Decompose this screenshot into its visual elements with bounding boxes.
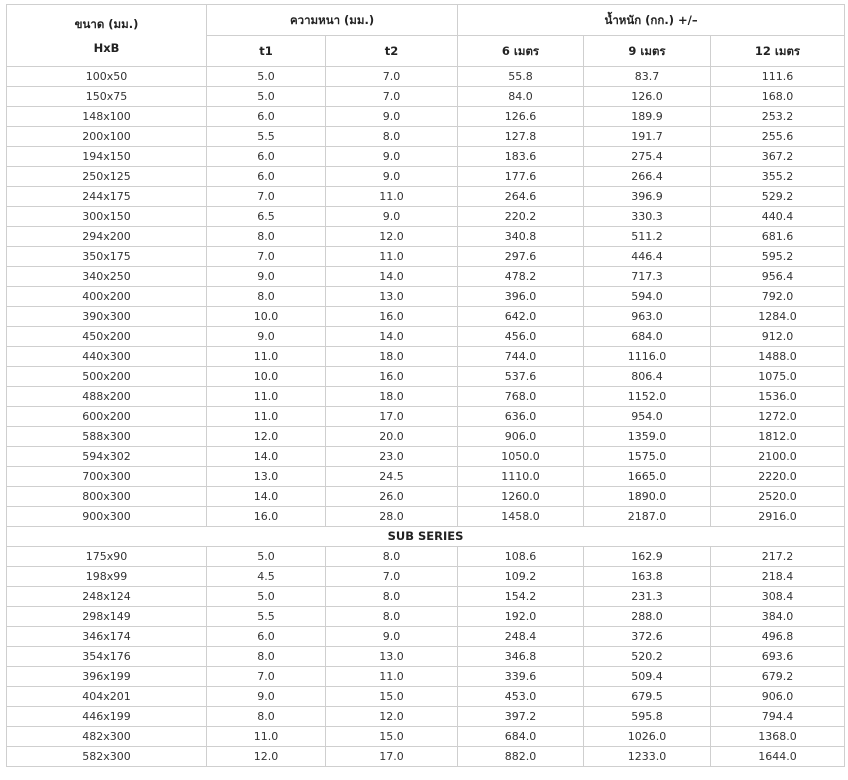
t2-cell: 9.0 bbox=[326, 147, 458, 167]
table-row bbox=[7, 187, 845, 207]
t2-cell: 8.0 bbox=[326, 547, 458, 567]
weight-12m-cell: 253.2 bbox=[711, 107, 845, 127]
weight-9m-cell: 511.2 bbox=[584, 227, 711, 247]
sub-series-divider bbox=[7, 527, 845, 547]
table-row bbox=[7, 747, 845, 767]
table-row bbox=[7, 167, 845, 187]
weight-9m-cell: 594.0 bbox=[584, 287, 711, 307]
weight-9m-cell: 1575.0 bbox=[584, 447, 711, 467]
size-cell: 100x50 bbox=[7, 67, 207, 87]
weight-9m-cell: 396.9 bbox=[584, 187, 711, 207]
t2-cell: 13.0 bbox=[326, 287, 458, 307]
t1-cell: 5.0 bbox=[207, 87, 326, 107]
weight-6m-cell: 456.0 bbox=[458, 327, 584, 347]
t2-cell: 7.0 bbox=[326, 87, 458, 107]
weight-9m-cell: 684.0 bbox=[584, 327, 711, 347]
weight-12m-cell: 367.2 bbox=[711, 147, 845, 167]
weight-12m-cell: 2220.0 bbox=[711, 467, 845, 487]
weight-6m-cell: 882.0 bbox=[458, 747, 584, 767]
table-row bbox=[7, 647, 845, 667]
weight-9m-cell: 191.7 bbox=[584, 127, 711, 147]
size-cell: 390x300 bbox=[7, 307, 207, 327]
weight-12m-cell: 956.4 bbox=[711, 267, 845, 287]
t1-cell: 7.0 bbox=[207, 247, 326, 267]
t1-cell: 6.0 bbox=[207, 627, 326, 647]
weight-12m-cell: 794.4 bbox=[711, 707, 845, 727]
t2-cell: 11.0 bbox=[326, 247, 458, 267]
weight-9m-cell: 717.3 bbox=[584, 267, 711, 287]
size-cell: 404x201 bbox=[7, 687, 207, 707]
thickness-header: ความหนา (มม.) bbox=[207, 5, 458, 36]
size-cell: 446x199 bbox=[7, 707, 207, 727]
weight-12m-cell: 1536.0 bbox=[711, 387, 845, 407]
table-row bbox=[7, 147, 845, 167]
weight-6m-cell: 684.0 bbox=[458, 727, 584, 747]
table-row bbox=[7, 547, 845, 567]
steel-spec-table bbox=[6, 4, 845, 767]
size-cell: 350x175 bbox=[7, 247, 207, 267]
weight-12m-cell: 679.2 bbox=[711, 667, 845, 687]
size-cell: 248x124 bbox=[7, 587, 207, 607]
t1-cell: 16.0 bbox=[207, 507, 326, 527]
t2-cell: 9.0 bbox=[326, 627, 458, 647]
t2-cell: 17.0 bbox=[326, 747, 458, 767]
table-row bbox=[7, 307, 845, 327]
weight-6m-cell: 109.2 bbox=[458, 567, 584, 587]
table-row bbox=[7, 247, 845, 267]
table-row bbox=[7, 627, 845, 647]
t1-cell: 6.0 bbox=[207, 107, 326, 127]
weight-12m-cell: 912.0 bbox=[711, 327, 845, 347]
weight-6m-cell: 154.2 bbox=[458, 587, 584, 607]
weight-12m-cell: 308.4 bbox=[711, 587, 845, 607]
weight-6m-cell: 906.0 bbox=[458, 427, 584, 447]
table-row bbox=[7, 607, 845, 627]
weight-12m-cell: 1644.0 bbox=[711, 747, 845, 767]
sub-series-body bbox=[7, 547, 845, 767]
weight-12m-cell: 218.4 bbox=[711, 567, 845, 587]
t2-cell: 7.0 bbox=[326, 67, 458, 87]
t1-cell: 9.0 bbox=[207, 327, 326, 347]
weight-6m-cell: 340.8 bbox=[458, 227, 584, 247]
weight-6m-cell: 636.0 bbox=[458, 407, 584, 427]
weight-9m-cell: 330.3 bbox=[584, 207, 711, 227]
table-row bbox=[7, 347, 845, 367]
weight-9m-cell: 1665.0 bbox=[584, 467, 711, 487]
weight-9m-cell: 372.6 bbox=[584, 627, 711, 647]
weight-12m-cell: 1284.0 bbox=[711, 307, 845, 327]
table-row bbox=[7, 447, 845, 467]
table-row bbox=[7, 87, 845, 107]
weight-6m-cell: 248.4 bbox=[458, 627, 584, 647]
size-cell: 800x300 bbox=[7, 487, 207, 507]
sub-series-label: SUB SERIES bbox=[7, 527, 845, 547]
t1-cell: 6.0 bbox=[207, 167, 326, 187]
t1-cell: 10.0 bbox=[207, 367, 326, 387]
weight-6m-cell: 297.6 bbox=[458, 247, 584, 267]
weight-6m-cell: 396.0 bbox=[458, 287, 584, 307]
weight-12m-cell: 111.6 bbox=[711, 67, 845, 87]
t1-cell: 8.0 bbox=[207, 707, 326, 727]
weight-6m-cell: 642.0 bbox=[458, 307, 584, 327]
table-row bbox=[7, 127, 845, 147]
weight-9m-cell: 1233.0 bbox=[584, 747, 711, 767]
size-cell: 594x302 bbox=[7, 447, 207, 467]
t2-cell: 16.0 bbox=[326, 367, 458, 387]
t2-cell: 12.0 bbox=[326, 707, 458, 727]
size-cell: 588x300 bbox=[7, 427, 207, 447]
t2-cell: 12.0 bbox=[326, 227, 458, 247]
t2-cell: 14.0 bbox=[326, 327, 458, 347]
table-row bbox=[7, 207, 845, 227]
size-cell: 244x175 bbox=[7, 187, 207, 207]
weight-9m-cell: 275.4 bbox=[584, 147, 711, 167]
size-cell: 500x200 bbox=[7, 367, 207, 387]
size-cell: 150x75 bbox=[7, 87, 207, 107]
size-cell: 900x300 bbox=[7, 507, 207, 527]
weight-9m-cell: 446.4 bbox=[584, 247, 711, 267]
weight-9m-cell: 162.9 bbox=[584, 547, 711, 567]
size-cell: 298x149 bbox=[7, 607, 207, 627]
t2-cell: 14.0 bbox=[326, 267, 458, 287]
t1-cell: 14.0 bbox=[207, 447, 326, 467]
t2-cell: 8.0 bbox=[326, 607, 458, 627]
weight-12m-cell: 906.0 bbox=[711, 687, 845, 707]
table-row bbox=[7, 367, 845, 387]
t2-header: t2 bbox=[326, 36, 458, 67]
size-cell: 700x300 bbox=[7, 467, 207, 487]
weight-12m-cell: 1812.0 bbox=[711, 427, 845, 447]
t1-cell: 8.0 bbox=[207, 227, 326, 247]
size-header-line1: ขนาด (มม.) bbox=[74, 16, 139, 31]
weight-12m-cell: 693.6 bbox=[711, 647, 845, 667]
t1-header: t1 bbox=[207, 36, 326, 67]
t1-cell: 7.0 bbox=[207, 667, 326, 687]
weight-6m-cell: 108.6 bbox=[458, 547, 584, 567]
size-cell: 148x100 bbox=[7, 107, 207, 127]
weight-6m-cell: 537.6 bbox=[458, 367, 584, 387]
weight-9m-cell: 163.8 bbox=[584, 567, 711, 587]
table-row bbox=[7, 107, 845, 127]
weight-12m-cell: 496.8 bbox=[711, 627, 845, 647]
weight-9m-cell: 1890.0 bbox=[584, 487, 711, 507]
t1-cell: 10.0 bbox=[207, 307, 326, 327]
weight-6m-cell: 453.0 bbox=[458, 687, 584, 707]
weight-9m-cell: 954.0 bbox=[584, 407, 711, 427]
table-row bbox=[7, 487, 845, 507]
size-cell: 582x300 bbox=[7, 747, 207, 767]
t1-cell: 11.0 bbox=[207, 407, 326, 427]
header-row-1 bbox=[7, 5, 845, 36]
table-row bbox=[7, 687, 845, 707]
weight-6m-cell: 127.8 bbox=[458, 127, 584, 147]
weight-12m-cell: 2520.0 bbox=[711, 487, 845, 507]
size-cell: 250x125 bbox=[7, 167, 207, 187]
weight-12m-cell: 529.2 bbox=[711, 187, 845, 207]
table-row bbox=[7, 287, 845, 307]
weight-6m-cell: 1050.0 bbox=[458, 447, 584, 467]
size-cell: 482x300 bbox=[7, 727, 207, 747]
weight-6m-cell: 1260.0 bbox=[458, 487, 584, 507]
table-row bbox=[7, 407, 845, 427]
t1-cell: 11.0 bbox=[207, 727, 326, 747]
size-header-line2: HxB bbox=[93, 40, 120, 55]
t1-cell: 11.0 bbox=[207, 387, 326, 407]
weight-12m-cell: 792.0 bbox=[711, 287, 845, 307]
t1-cell: 12.0 bbox=[207, 747, 326, 767]
t1-cell: 7.0 bbox=[207, 187, 326, 207]
weight-9m-cell: 2187.0 bbox=[584, 507, 711, 527]
t1-cell: 8.0 bbox=[207, 287, 326, 307]
weight-9m-cell: 679.5 bbox=[584, 687, 711, 707]
main-series-body bbox=[7, 67, 845, 527]
weight-9m-cell: 963.0 bbox=[584, 307, 711, 327]
table-row bbox=[7, 267, 845, 287]
weight-9m-cell: 126.0 bbox=[584, 87, 711, 107]
weight-9m-cell: 1116.0 bbox=[584, 347, 711, 367]
t1-cell: 5.0 bbox=[207, 587, 326, 607]
weight-6m-cell: 397.2 bbox=[458, 707, 584, 727]
weight-9m-header: 9 เมตร bbox=[584, 36, 711, 67]
weight-6m-cell: 183.6 bbox=[458, 147, 584, 167]
size-cell: 440x300 bbox=[7, 347, 207, 367]
weight-6m-cell: 339.6 bbox=[458, 667, 584, 687]
table-row bbox=[7, 587, 845, 607]
weight-6m-cell: 84.0 bbox=[458, 87, 584, 107]
t2-cell: 9.0 bbox=[326, 107, 458, 127]
weight-12m-header: 12 เมตร bbox=[711, 36, 845, 67]
table-row bbox=[7, 667, 845, 687]
weight-9m-cell: 1359.0 bbox=[584, 427, 711, 447]
t2-cell: 8.0 bbox=[326, 127, 458, 147]
weight-6m-cell: 126.6 bbox=[458, 107, 584, 127]
weight-9m-cell: 231.3 bbox=[584, 587, 711, 607]
t1-cell: 14.0 bbox=[207, 487, 326, 507]
size-cell: 488x200 bbox=[7, 387, 207, 407]
table-row bbox=[7, 327, 845, 347]
weight-9m-cell: 266.4 bbox=[584, 167, 711, 187]
weight-12m-cell: 217.2 bbox=[711, 547, 845, 567]
weight-12m-cell: 1075.0 bbox=[711, 367, 845, 387]
t1-cell: 5.0 bbox=[207, 547, 326, 567]
t1-cell: 4.5 bbox=[207, 567, 326, 587]
table-row bbox=[7, 727, 845, 747]
t2-cell: 18.0 bbox=[326, 387, 458, 407]
weight-12m-cell: 2100.0 bbox=[711, 447, 845, 467]
t2-cell: 20.0 bbox=[326, 427, 458, 447]
weight-12m-cell: 595.2 bbox=[711, 247, 845, 267]
t2-cell: 18.0 bbox=[326, 347, 458, 367]
weight-6m-cell: 177.6 bbox=[458, 167, 584, 187]
t1-cell: 11.0 bbox=[207, 347, 326, 367]
t1-cell: 5.5 bbox=[207, 127, 326, 147]
size-cell: 354x176 bbox=[7, 647, 207, 667]
t2-cell: 15.0 bbox=[326, 727, 458, 747]
t2-cell: 15.0 bbox=[326, 687, 458, 707]
weight-6m-cell: 220.2 bbox=[458, 207, 584, 227]
t2-cell: 9.0 bbox=[326, 167, 458, 187]
t2-cell: 9.0 bbox=[326, 207, 458, 227]
t1-cell: 8.0 bbox=[207, 647, 326, 667]
t2-cell: 17.0 bbox=[326, 407, 458, 427]
size-cell: 396x199 bbox=[7, 667, 207, 687]
size-cell: 600x200 bbox=[7, 407, 207, 427]
table-row bbox=[7, 467, 845, 487]
weight-9m-cell: 189.9 bbox=[584, 107, 711, 127]
weight-12m-cell: 681.6 bbox=[711, 227, 845, 247]
t2-cell: 13.0 bbox=[326, 647, 458, 667]
weight-6m-header: 6 เมตร bbox=[458, 36, 584, 67]
table-row bbox=[7, 707, 845, 727]
size-cell: 194x150 bbox=[7, 147, 207, 167]
weight-6m-cell: 1110.0 bbox=[458, 467, 584, 487]
size-cell: 175x90 bbox=[7, 547, 207, 567]
sub-series-row bbox=[7, 527, 845, 547]
size-header bbox=[7, 5, 207, 67]
size-cell: 450x200 bbox=[7, 327, 207, 347]
t2-cell: 8.0 bbox=[326, 587, 458, 607]
size-cell: 294x200 bbox=[7, 227, 207, 247]
weight-12m-cell: 1488.0 bbox=[711, 347, 845, 367]
table-row bbox=[7, 427, 845, 447]
weight-12m-cell: 384.0 bbox=[711, 607, 845, 627]
weight-header: น้ำหนัก (กก.) +/– bbox=[458, 5, 845, 36]
t2-cell: 11.0 bbox=[326, 187, 458, 207]
weight-6m-cell: 346.8 bbox=[458, 647, 584, 667]
weight-9m-cell: 288.0 bbox=[584, 607, 711, 627]
t1-cell: 13.0 bbox=[207, 467, 326, 487]
size-cell: 200x100 bbox=[7, 127, 207, 147]
table-row bbox=[7, 227, 845, 247]
weight-12m-cell: 440.4 bbox=[711, 207, 845, 227]
weight-12m-cell: 255.6 bbox=[711, 127, 845, 147]
weight-12m-cell: 1368.0 bbox=[711, 727, 845, 747]
weight-12m-cell: 355.2 bbox=[711, 167, 845, 187]
t2-cell: 28.0 bbox=[326, 507, 458, 527]
t1-cell: 9.0 bbox=[207, 267, 326, 287]
size-cell: 198x99 bbox=[7, 567, 207, 587]
weight-9m-cell: 806.4 bbox=[584, 367, 711, 387]
table-row bbox=[7, 67, 845, 87]
weight-9m-cell: 509.4 bbox=[584, 667, 711, 687]
table-row bbox=[7, 387, 845, 407]
t1-cell: 12.0 bbox=[207, 427, 326, 447]
weight-12m-cell: 2916.0 bbox=[711, 507, 845, 527]
table-row bbox=[7, 567, 845, 587]
weight-12m-cell: 168.0 bbox=[711, 87, 845, 107]
weight-9m-cell: 1152.0 bbox=[584, 387, 711, 407]
t2-cell: 26.0 bbox=[326, 487, 458, 507]
weight-12m-cell: 1272.0 bbox=[711, 407, 845, 427]
weight-9m-cell: 83.7 bbox=[584, 67, 711, 87]
weight-6m-cell: 768.0 bbox=[458, 387, 584, 407]
size-cell: 340x250 bbox=[7, 267, 207, 287]
t2-cell: 11.0 bbox=[326, 667, 458, 687]
weight-9m-cell: 1026.0 bbox=[584, 727, 711, 747]
size-cell: 400x200 bbox=[7, 287, 207, 307]
t2-cell: 16.0 bbox=[326, 307, 458, 327]
size-cell: 346x174 bbox=[7, 627, 207, 647]
t2-cell: 24.5 bbox=[326, 467, 458, 487]
weight-6m-cell: 192.0 bbox=[458, 607, 584, 627]
weight-6m-cell: 478.2 bbox=[458, 267, 584, 287]
weight-9m-cell: 520.2 bbox=[584, 647, 711, 667]
t2-cell: 23.0 bbox=[326, 447, 458, 467]
t2-cell: 7.0 bbox=[326, 567, 458, 587]
weight-6m-cell: 1458.0 bbox=[458, 507, 584, 527]
weight-6m-cell: 264.6 bbox=[458, 187, 584, 207]
weight-9m-cell: 595.8 bbox=[584, 707, 711, 727]
weight-6m-cell: 744.0 bbox=[458, 347, 584, 367]
t1-cell: 6.5 bbox=[207, 207, 326, 227]
t1-cell: 9.0 bbox=[207, 687, 326, 707]
table-row bbox=[7, 507, 845, 527]
t1-cell: 6.0 bbox=[207, 147, 326, 167]
weight-6m-cell: 55.8 bbox=[458, 67, 584, 87]
t1-cell: 5.5 bbox=[207, 607, 326, 627]
size-cell: 300x150 bbox=[7, 207, 207, 227]
table-header bbox=[7, 5, 845, 67]
t1-cell: 5.0 bbox=[207, 67, 326, 87]
